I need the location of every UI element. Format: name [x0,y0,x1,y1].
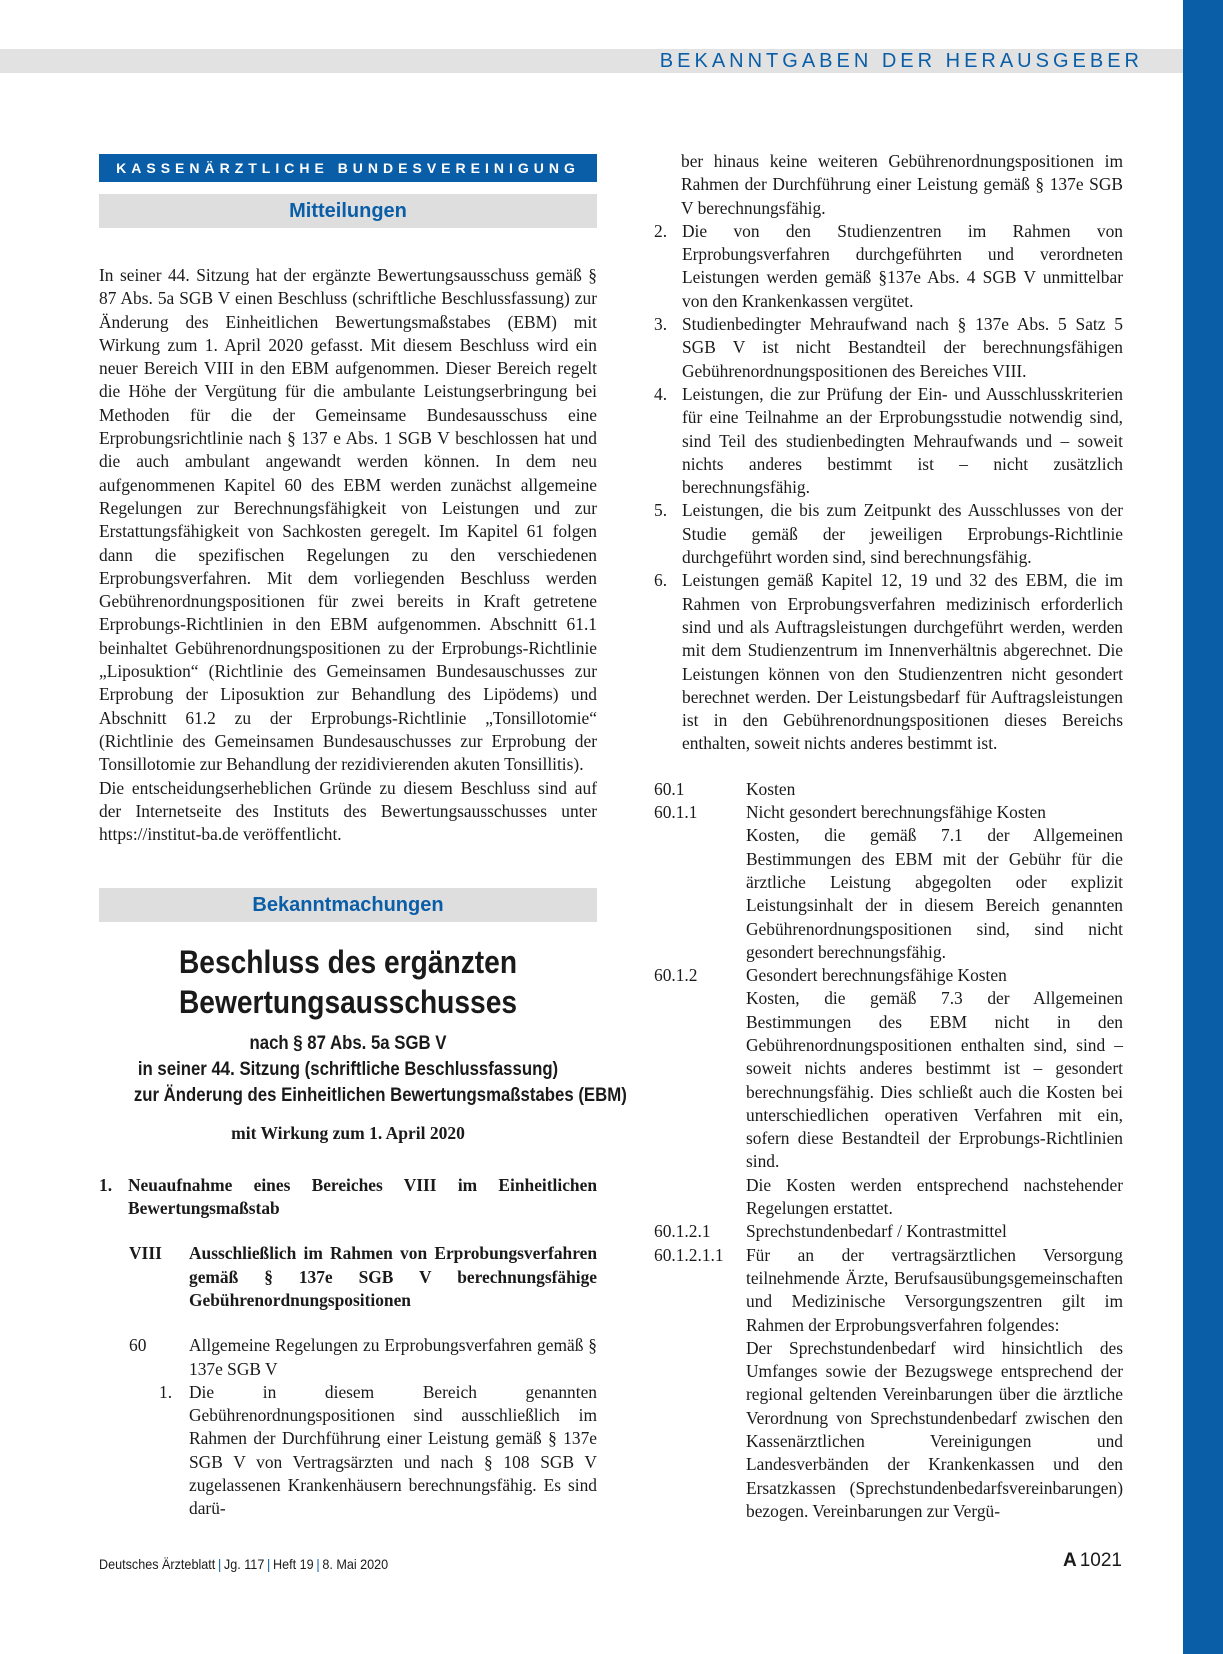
definition-text-2: Der Sprechstundenbedarf wird hinsichtlich des Umfanges sowie der Bezugswege entsprechend der regional geltenden Vereinbarungen über die ärztliche Verordnung von Sprechstundenbedarf zwischen den Kassenärztlichen Vereinigungen und Landesverbänden der Krankenkassen und den Ersatzkassen (Sprechstundenbedarfsvereinbarungen) bezogen. Vereinbarungen zur Vergü- [746,1337,1123,1521]
footer-citation [99,1556,388,1572]
list-item-number: 1. [159,1381,173,1402]
definition-row [654,778,1123,801]
list-item [654,220,1123,313]
effective-date: mit Wirkung zum 1. April 2020 [231,1123,465,1144]
definition-row [654,964,1123,1220]
section-title: BEKANNTGABEN DER HERAUSGEBER [659,50,1143,72]
list-item-text: Leistungen gemäß Kapitel 12, 19 und 32 des EBM, die im Rahmen von Erprobungsverfahren medizinisch erforderlich sind und als Auftragsleistungen durchgeführt werden, werden mit dem Studienzentrum im Innenverhältnis abgerechnet. Die Leistungen können von den Studienzentren nicht gesondert berechnet werden. Der Leistungsbedarf für Auftragsleistungen ist in den Gebührenordnungspositionen dieses Bereichs enthalten, soweit nichts anderes bestimmt ist. [682,570,1123,754]
definition-body [746,801,1123,964]
mitteilungen-heading: Mitteilungen [99,194,597,228]
resolution-title [129,942,567,1022]
page-number [1063,1550,1122,1572]
resolution-subtitle-line3: zur Änderung des Einheitlichen Bewertungsmaßstabes (EBM) [133,1084,627,1107]
definition-text-2: Die Kosten werden entsprechend nachstehender Regelungen erstattet. [746,1174,1123,1219]
definition-number: 60.1.2.1 [654,1221,711,1242]
footer-separator: | [316,1556,320,1572]
list-item-number: 6. [654,570,668,591]
list-item [159,1381,597,1521]
journal-name: Deutsches Ärzteblatt [99,1556,216,1572]
organization-header: KASSENÄRZTLICHE BUNDESVEREINIGUNG [99,154,597,182]
definition-text: Kosten, die gemäß 7.3 der Allgemeinen Bestimmungen des EBM nicht in den Gebührenordnungspositionen enthalten sind, sind – soweit nichts anderes bestimmt ist – gesondert berechnungsfähig. Dies schließt auch die Kosten bei unterschiedlichen operativen Verfahren mit ein, sofern diese Bestandteil der Erprobungs-Richtlinien sind. [746,988,1123,1172]
page-prefix: A [1062,1550,1077,1571]
mitteilungen-paragraph-2: Die entscheidungserheblichen Gründe zu diesem Beschluss sind auf der Internetseite des Instituts des Bewertungsausschusses unter https://institut-ba.de veröffentlicht. [99,777,597,845]
definition-number: 60.1.2 [654,965,698,986]
list-item-number: 4. [654,383,668,404]
mitteilungen-paragraph: In seiner 44. Sitzung hat der ergänzte Bewertungsausschuss gemäß § 87 Abs. 5a SGB V einen Beschluss (schriftliche Beschlussfassung) zur Änderung des Einheitlichen Bewertungsmaßstabes (EBM) mit Wirkung zum 1. April 2020 gefasst. Mit diesem Beschluss wird ein neuer Bereich VIII in den EBM aufgenommen. Dieser Bereich regelt die Höhe der Vergütung für die ambulante Leistungserbringung bei Methoden für die der Gemeinsame Bundesausschuss eine Erprobungsrichtlinie nach § 137 e Abs. 1 SGB V beschlossen hat und die auch ambulant angewandt werden können. In dem neu aufgenommenen Kapitel 60 des EBM werden zunächst allgemeine Regelungen zur Berechnungsfähigkeit von Leistungen und zur Erstattungsfähigkeit von Sachkosten geregelt. Im Kapitel 61 folgen dann die spezifischen Regelungen zu den verschiedenen Erprobungsverfahren. Mit dem vorliegenden Beschluss werden Gebührenordnungspositionen für zwei bereits in Kraft getretene Erprobungs-Richtlinien in den EBM aufgenommen. Abschnitt 61.1 beinhaltet Gebührenordnungspositionen zu der Erprobungs-Richtlinie „Liposuktion“ (Richtlinie des Gemeinsamen Bundesauschusses zur Erprobung der Liposuktion zur Behandlung des Lipödems) und Abschnitt 61.2 zu der Erprobungs-Richtlinie „Tonsillotomie“ (Richtlinie des Gemeinsamen Bundesauschusses zur Erprobung der Tonsillotomie zur Behandlung der rezidivierenden akuten Tonsillitis). [99,265,597,775]
list-item-text: Die von den Studienzentren im Rahmen von Erprobungsverfahren durchgeführten und verordneten Leistungen werden gemäß §137e Abs. 4 SGB V unmittelbar von den Krankenkassen vergütet. [682,220,1123,311]
footer-separator: | [267,1556,271,1572]
list-item-text: Leistungen, die bis zum Zeitpunkt des Ausschlusses von der Studie gemäß der jeweiligen Erprobungs-Richtlinie durchgeführt worden sind, sind berechnungsfähig. [682,500,1123,568]
definition-row [654,801,1123,964]
rules-list-continued [654,220,1123,756]
resolution-title-line2: Bewertungsausschusses [178,984,518,1021]
definition-number: 60.1.1 [654,802,698,823]
list-item-number: 5. [654,500,668,521]
list-item-text: Studienbedingter Mehraufwand nach § 137e Abs. 5 Satz 5 SGB V ist nicht Bestandteil der berechnungsfähigen Gebührenordnungspositionen des Bereiches VIII. [682,314,1123,381]
list-item-number: 2. [654,220,668,241]
list-item [654,499,1123,569]
chapter-60-text: Allgemeine Regelungen zu Erprobungsverfahren gemäß § 137e SGB V [189,1335,597,1379]
numbered-heading-1-text: Neuaufnahme eines Bereiches VIII im Einheitlichen Bewertungsmaßstab [128,1174,597,1219]
rules-list [159,1381,597,1521]
definition-text: Für an der vertragsärztlichen Versorgung teilnehmende Ärzte, Berufsausübungsgemeinschaften und Medizinische Versorgungszentren gilt im Rahmen der Erprobungsverfahren folgendes: [746,1244,1123,1335]
journal-date: 8. Mai 2020 [322,1556,389,1572]
definition-body [746,964,1123,1220]
definition-number: 60.1 [654,778,685,799]
definition-text: Kosten, die gemäß 7.1 der Allgemeinen Bestimmungen des EBM mit der Gebühr für die ärztliche Leistung abgegolten oder explizit Leistungsinhalt der in diesem Bereich genannten Gebührenordnungspositionen sind, sind nicht gesondert berechnungsfähig. [746,825,1123,962]
chapter-60-number: 60 [129,1335,147,1356]
definition-row [654,1220,1123,1243]
list-item [654,569,1123,755]
numbered-heading-1 [99,1174,597,1221]
resolution-title-line1: Beschluss des ergänzten [178,944,518,981]
bekanntmachungen-heading: Bekanntmachungen [99,888,597,922]
list-item-continuation: ber hinaus keine weiteren Gebührenordnungspositionen im Rahmen der Durchführung einer Leistung gemäß § 137e SGB V berechnungsfähig. [681,151,1123,218]
cost-definitions [654,778,1123,1524]
definition-title: Nicht gesondert berechnungsfähige Kosten [746,802,1046,823]
area-viii-text: Ausschließlich im Rahmen von Erprobungsverfahren gemäß § 137e SGB V berechnungsfähige Gebührenordnungspositionen [189,1243,597,1310]
chapter-60-heading [129,1334,597,1381]
footer-separator: | [217,1556,222,1572]
left-column [99,150,627,1521]
journal-issue: Heft 19 [273,1556,314,1572]
page-number-value: 1021 [1079,1550,1122,1571]
definition-row [654,1244,1123,1524]
definition-text: Kosten [746,778,796,799]
definition-text: Sprechstundenbedarf / Kontrastmittel [746,1221,1007,1242]
right-accent-bar [1183,0,1223,1654]
journal-volume: Jg. 117 [223,1556,265,1572]
resolution-subtitle-line2: in seiner 44. Sitzung (schriftliche Beschlussfassung) [137,1058,559,1081]
area-viii-number: VIII [129,1243,162,1264]
list-item-number: 3. [654,314,668,335]
area-viii-heading [129,1242,597,1312]
list-item [654,383,1123,499]
definition-body [746,1244,1123,1524]
list-item-text: Die in diesem Bereich genannten Gebührenordnungspositionen sind ausschließlich im Rahmen der Durchführung einer Leistung gemäß § 137e SGB V von Vertragsärzten und nach § 108 SGB V zugelassenen Krankenhäusern berechnungsfähig. Es sind darü- [189,1381,597,1519]
right-column [654,150,1123,1523]
numbered-heading-1-number: 1. [99,1174,113,1195]
list-item-text: Leistungen, die zur Prüfung der Ein- und Ausschlusskriterien für eine Teilnahme an der Erprobungsstudie notwendig sind, sind Teil des studienbedingten Mehraufwands und – soweit nichts anderes bestimmt ist – nicht zusätzlich berechnungsfähig. [682,383,1123,498]
definition-title: Gesondert berechnungsfähige Kosten [746,965,1007,986]
resolution-subtitle-line1: nach § 87 Abs. 5a SGB V [249,1032,447,1055]
definition-number: 60.1.2.1.1 [654,1244,724,1265]
list-item [654,313,1123,383]
